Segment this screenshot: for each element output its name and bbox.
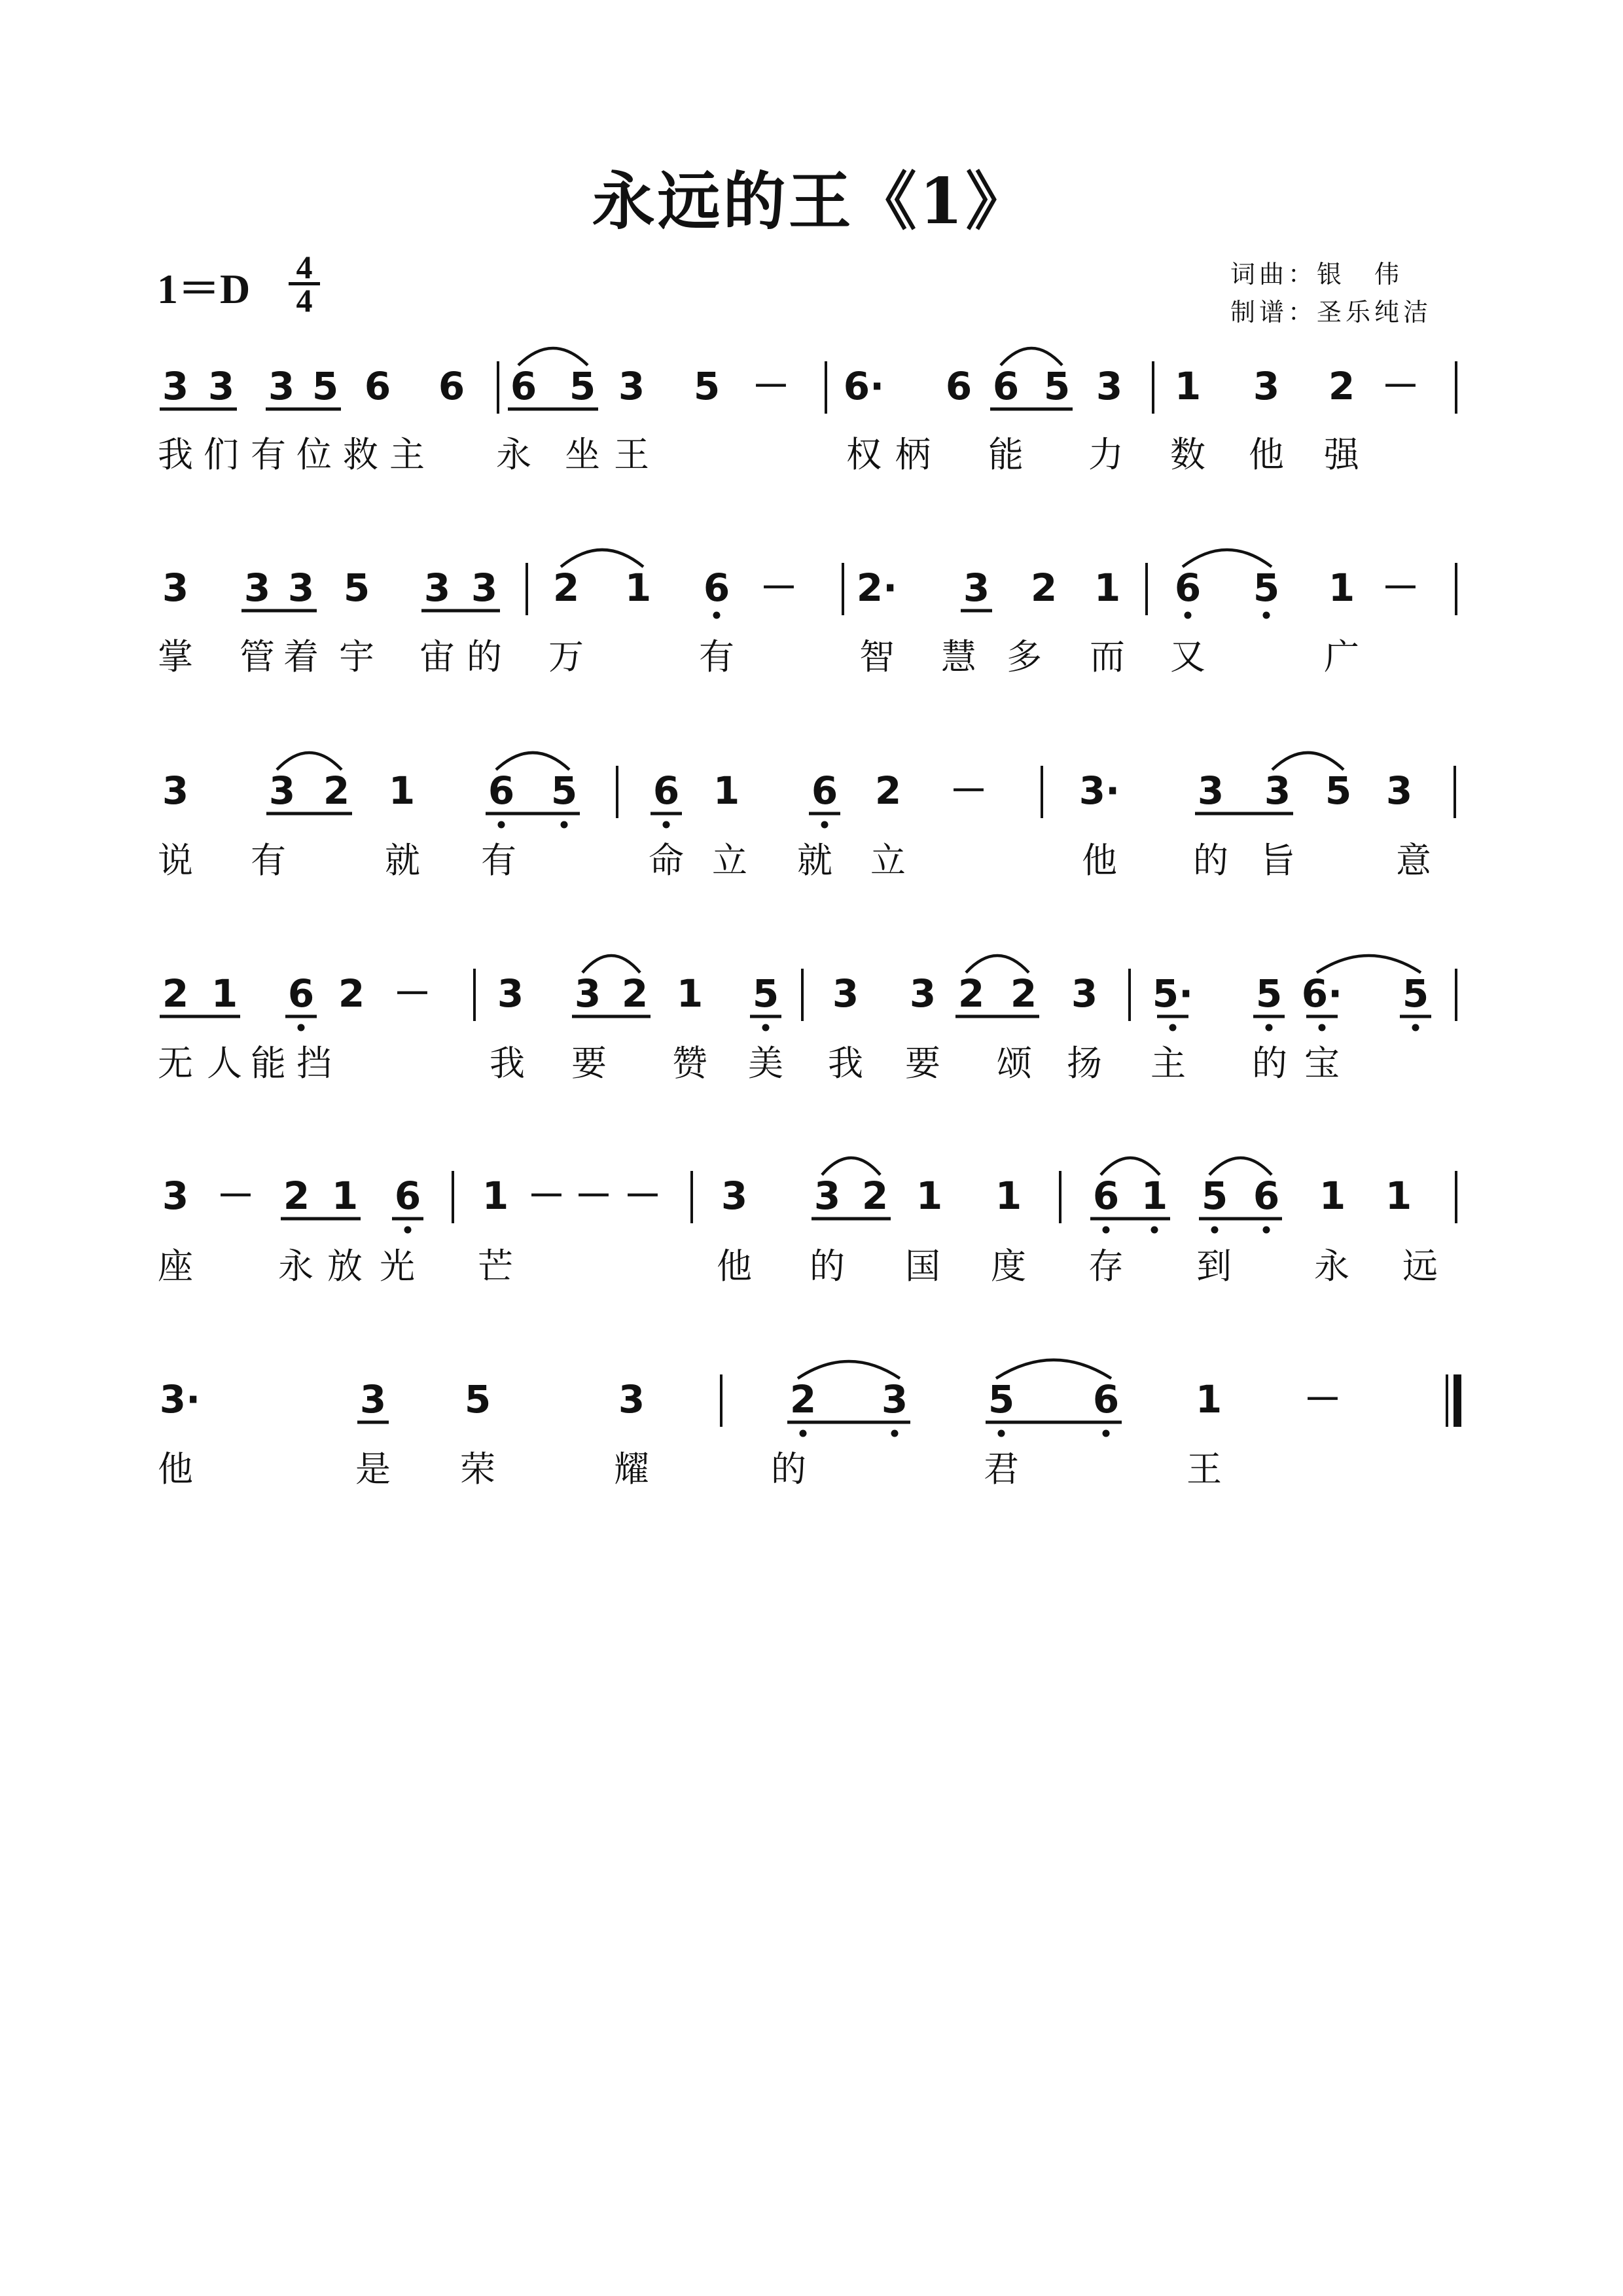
- lyric-char: 广: [1324, 636, 1359, 677]
- lyric-char: 主: [389, 434, 425, 475]
- lyric-char: 万: [548, 636, 584, 677]
- octave-dot: [298, 1024, 305, 1031]
- octave-dot: [1151, 1227, 1158, 1234]
- note: 3: [243, 565, 271, 610]
- note: 3: [1253, 364, 1280, 408]
- octave-dot: [821, 821, 829, 829]
- key-signature: 1＝D: [157, 266, 251, 312]
- lyric-char: 我: [828, 1043, 863, 1084]
- slur-arc: [996, 1360, 1111, 1378]
- note: 3: [618, 1377, 645, 1422]
- note: 5: [752, 971, 779, 1016]
- lyric-char: 命: [649, 840, 684, 881]
- lyric-char: 我: [490, 1043, 525, 1084]
- note: 1: [331, 1174, 359, 1218]
- note: 1: [995, 1174, 1022, 1218]
- note: 2: [861, 1174, 889, 1218]
- slur-arc: [1101, 1158, 1160, 1175]
- note: 6: [488, 768, 515, 813]
- lyric-char: 的: [1193, 840, 1228, 881]
- note: 5: [550, 768, 578, 813]
- lyric-char: 要: [905, 1043, 940, 1084]
- note: 1: [211, 971, 238, 1016]
- lyric-char: 宝: [1304, 1043, 1340, 1084]
- octave-dot: [762, 1024, 770, 1031]
- note: 3: [1385, 768, 1413, 813]
- slur-arc: [798, 1361, 900, 1378]
- lyric-char: 的: [810, 1246, 845, 1287]
- slur-arc: [1183, 550, 1272, 567]
- note: 6: [945, 364, 972, 408]
- slur-arc: [1209, 1158, 1272, 1175]
- lyric-char: 扬: [1067, 1043, 1102, 1084]
- note: 2: [1328, 364, 1355, 408]
- lyric-char: 美: [748, 1043, 783, 1084]
- note: 6: [703, 565, 730, 610]
- lyric-char: 坐: [565, 434, 600, 475]
- lyric-char: 掌: [158, 636, 193, 677]
- note: 3: [423, 565, 451, 610]
- note: 3: [813, 1174, 841, 1218]
- note: 6·: [843, 364, 885, 408]
- slur-arc: [561, 550, 643, 567]
- note: 1: [1385, 1174, 1412, 1218]
- lyric-char: 的: [771, 1448, 806, 1490]
- lyric-char: 存: [1088, 1246, 1124, 1287]
- lyric-char: 远: [1402, 1246, 1438, 1287]
- note: 3: [287, 565, 315, 610]
- note: 3: [721, 1174, 748, 1218]
- lyric-char: 君: [984, 1448, 1019, 1490]
- lyric-char: 国: [905, 1246, 940, 1287]
- lyric-char: 永: [1314, 1246, 1349, 1287]
- lyric-char: 他: [717, 1246, 752, 1287]
- lyric-char: 王: [1186, 1448, 1222, 1490]
- note: 3: [497, 971, 524, 1016]
- note: 3: [162, 565, 189, 610]
- lyric-char: 座: [158, 1246, 193, 1287]
- arranger-credit: 制谱：圣乐纯洁: [1230, 298, 1433, 327]
- slur-arc: [277, 753, 342, 770]
- lyric-char: 力: [1088, 434, 1124, 475]
- lyric-char: 强: [1324, 434, 1359, 475]
- lyric-char: 放: [327, 1246, 363, 1287]
- lyric-char: 位: [296, 434, 332, 475]
- lyric-char: 的: [1252, 1043, 1287, 1084]
- note: 3: [1071, 971, 1098, 1016]
- lyric-char: 智: [859, 636, 895, 677]
- slur-arc: [966, 956, 1029, 973]
- note: 5: [1201, 1174, 1228, 1218]
- note: 6: [287, 971, 315, 1016]
- note: 6: [1253, 1174, 1280, 1218]
- note: 2: [874, 768, 902, 813]
- lyric-char: 有: [251, 434, 286, 475]
- octave-dot: [1103, 1430, 1110, 1437]
- note: －: [1381, 364, 1420, 408]
- lyric-char: 能: [251, 1043, 286, 1084]
- lyric-char: 就: [385, 840, 420, 881]
- note: 3: [909, 971, 936, 1016]
- note: 3·: [159, 1377, 201, 1422]
- note: 5: [988, 1377, 1015, 1422]
- note: 3: [881, 1377, 908, 1422]
- octave-dot: [561, 821, 568, 829]
- time-sig-top: 4: [296, 249, 313, 285]
- octave-dot: [498, 821, 505, 829]
- lyric-char: 说: [158, 840, 193, 881]
- note: 2: [957, 971, 985, 1016]
- note: 1: [482, 1174, 509, 1218]
- song-title: 永远的王《1》: [592, 164, 1031, 238]
- note: 6: [652, 768, 680, 813]
- note: 2: [621, 971, 649, 1016]
- lyric-char: 权: [846, 434, 882, 475]
- octave-dot: [404, 1227, 412, 1234]
- lyric-char: 救: [343, 434, 378, 475]
- note: 5: [1325, 768, 1352, 813]
- octave-dot: [1266, 1024, 1273, 1031]
- lyric-char: 数: [1170, 434, 1205, 475]
- note: 5: [1255, 971, 1283, 1016]
- slur-arc: [496, 753, 569, 770]
- note: 3: [268, 768, 296, 813]
- lyric-char: 主: [1150, 1043, 1186, 1084]
- slur-arc: [582, 956, 640, 973]
- lyric-char: 王: [614, 434, 649, 475]
- note: 5: [1402, 971, 1429, 1016]
- note: 1: [916, 1174, 943, 1218]
- time-sig-bottom: 4: [296, 282, 313, 319]
- note: 6: [1092, 1174, 1120, 1218]
- lyric-char: 我: [158, 434, 193, 475]
- note: 6: [438, 364, 465, 408]
- lyric-char: 芒: [478, 1246, 513, 1287]
- lyric-char: 宙: [419, 636, 455, 677]
- note: 5·: [1152, 971, 1194, 1016]
- slur-arc: [1272, 753, 1344, 770]
- note: 1: [1174, 364, 1202, 408]
- lyric-char: 光: [380, 1246, 415, 1287]
- lyric-char: 荣: [460, 1448, 495, 1490]
- lyric-char: 到: [1196, 1246, 1232, 1287]
- lyric-char: 柄: [895, 434, 931, 475]
- note: 3: [618, 364, 645, 408]
- octave-dot: [1263, 612, 1270, 619]
- note: 2: [283, 1174, 310, 1218]
- note: 2: [789, 1377, 817, 1422]
- note: 3: [471, 565, 498, 610]
- octave-dot: [1185, 612, 1192, 619]
- lyric-char: 管: [240, 636, 275, 677]
- lyric-char: 多: [1007, 636, 1042, 677]
- note: 2: [323, 768, 350, 813]
- note: 1: [713, 768, 740, 813]
- slur-arc: [1001, 348, 1062, 365]
- lyric-char: 慧: [941, 636, 976, 677]
- lyric-char: 永: [496, 434, 531, 475]
- note: －: [1381, 565, 1420, 610]
- note: 1: [1319, 1174, 1346, 1218]
- note: 2: [338, 971, 365, 1016]
- note: 5: [312, 364, 339, 408]
- lyric-char: 能: [988, 434, 1024, 475]
- note: 2: [1030, 565, 1058, 610]
- lyric-char: 度: [991, 1246, 1026, 1287]
- lyric-char: 着: [283, 636, 319, 677]
- note: 1: [1328, 565, 1355, 610]
- note: －: [759, 565, 798, 610]
- note: 2: [552, 565, 580, 610]
- lyric-char: 有: [251, 840, 286, 881]
- lyric-char: 他: [1082, 840, 1117, 881]
- note: 3: [207, 364, 235, 408]
- note: 1: [388, 768, 416, 813]
- note: 6: [992, 364, 1020, 408]
- note: 5: [464, 1377, 491, 1422]
- lyric-char: 有: [699, 636, 734, 677]
- octave-dot: [998, 1430, 1005, 1437]
- slur-arc: [1317, 956, 1421, 973]
- lyric-char: 永: [278, 1246, 313, 1287]
- note: 1: [624, 565, 652, 610]
- lyric-char: 就: [797, 840, 832, 881]
- lyric-char: 宇: [339, 636, 374, 677]
- lyric-char: 是: [355, 1448, 391, 1490]
- note: 3: [1197, 768, 1224, 813]
- note: －: [949, 768, 988, 813]
- note: 2·: [856, 565, 898, 610]
- note: 3: [1096, 364, 1123, 408]
- octave-dot: [713, 612, 721, 619]
- note: 3: [574, 971, 601, 1016]
- lyric-char: 耀: [614, 1448, 649, 1490]
- octave-dot: [1211, 1227, 1219, 1234]
- note: 1: [1141, 1174, 1168, 1218]
- note: 6: [1092, 1377, 1120, 1422]
- lyric-char: 颂: [997, 1043, 1032, 1084]
- composer-credit: 词曲：银 伟: [1230, 260, 1404, 289]
- note: －: [393, 971, 432, 1016]
- note: 3: [162, 768, 189, 813]
- lyric-char: 他: [158, 1448, 193, 1490]
- note: 3: [963, 565, 990, 610]
- note: 5: [343, 565, 370, 610]
- note: 3: [162, 364, 189, 408]
- note: 2: [162, 971, 189, 1016]
- note: －: [216, 1174, 255, 1218]
- note: 3: [268, 364, 295, 408]
- note: 2: [1010, 971, 1037, 1016]
- note: 6: [811, 768, 838, 813]
- lyric-char: 无: [158, 1043, 193, 1084]
- note: 6: [394, 1174, 421, 1218]
- note: 5: [1253, 565, 1280, 610]
- octave-dot: [663, 821, 670, 829]
- lyric-char: 立: [870, 840, 906, 881]
- lyric-char: 而: [1090, 636, 1125, 677]
- note: －: [1303, 1377, 1342, 1422]
- note: 6·: [1301, 971, 1343, 1016]
- lyric-char: 挡: [296, 1043, 332, 1084]
- note: －: [751, 364, 791, 408]
- note: －: [574, 1174, 613, 1218]
- octave-dot: [1263, 1227, 1270, 1234]
- note: 1: [676, 971, 704, 1016]
- slur-arc: [822, 1158, 880, 1175]
- note: －: [623, 1174, 662, 1218]
- lyric-char: 们: [204, 434, 239, 475]
- lyric-char: 他: [1249, 434, 1284, 475]
- note: －: [527, 1174, 566, 1218]
- note: 5: [693, 364, 721, 408]
- octave-dot: [891, 1430, 899, 1437]
- note: 3: [359, 1377, 387, 1422]
- lyric-char: 有: [481, 840, 516, 881]
- lyric-char: 要: [571, 1043, 607, 1084]
- note: 3: [832, 971, 859, 1016]
- octave-dot: [800, 1430, 807, 1437]
- note: 3: [162, 1174, 189, 1218]
- octave-dot: [1319, 1024, 1326, 1031]
- note: 5: [569, 364, 596, 408]
- note: 1: [1195, 1377, 1222, 1422]
- note: 5: [1043, 364, 1071, 408]
- note: 3·: [1079, 768, 1120, 813]
- lyric-char: 旨: [1260, 840, 1295, 881]
- slur-arc: [518, 348, 588, 365]
- note: 1: [1094, 565, 1121, 610]
- lyric-char: 人: [207, 1043, 242, 1084]
- lyric-char: 立: [712, 840, 747, 881]
- lyric-char: 赞: [672, 1043, 707, 1084]
- lyric-char: 意: [1396, 840, 1431, 881]
- note: 6: [510, 364, 537, 408]
- octave-dot: [1169, 1024, 1177, 1031]
- octave-dot: [1412, 1024, 1419, 1031]
- octave-dot: [1103, 1227, 1110, 1234]
- note: 6: [1174, 565, 1202, 610]
- note: 3: [1264, 768, 1291, 813]
- lyric-char: 的: [467, 636, 502, 677]
- note: 6: [364, 364, 391, 408]
- lyric-char: 又: [1170, 636, 1205, 677]
